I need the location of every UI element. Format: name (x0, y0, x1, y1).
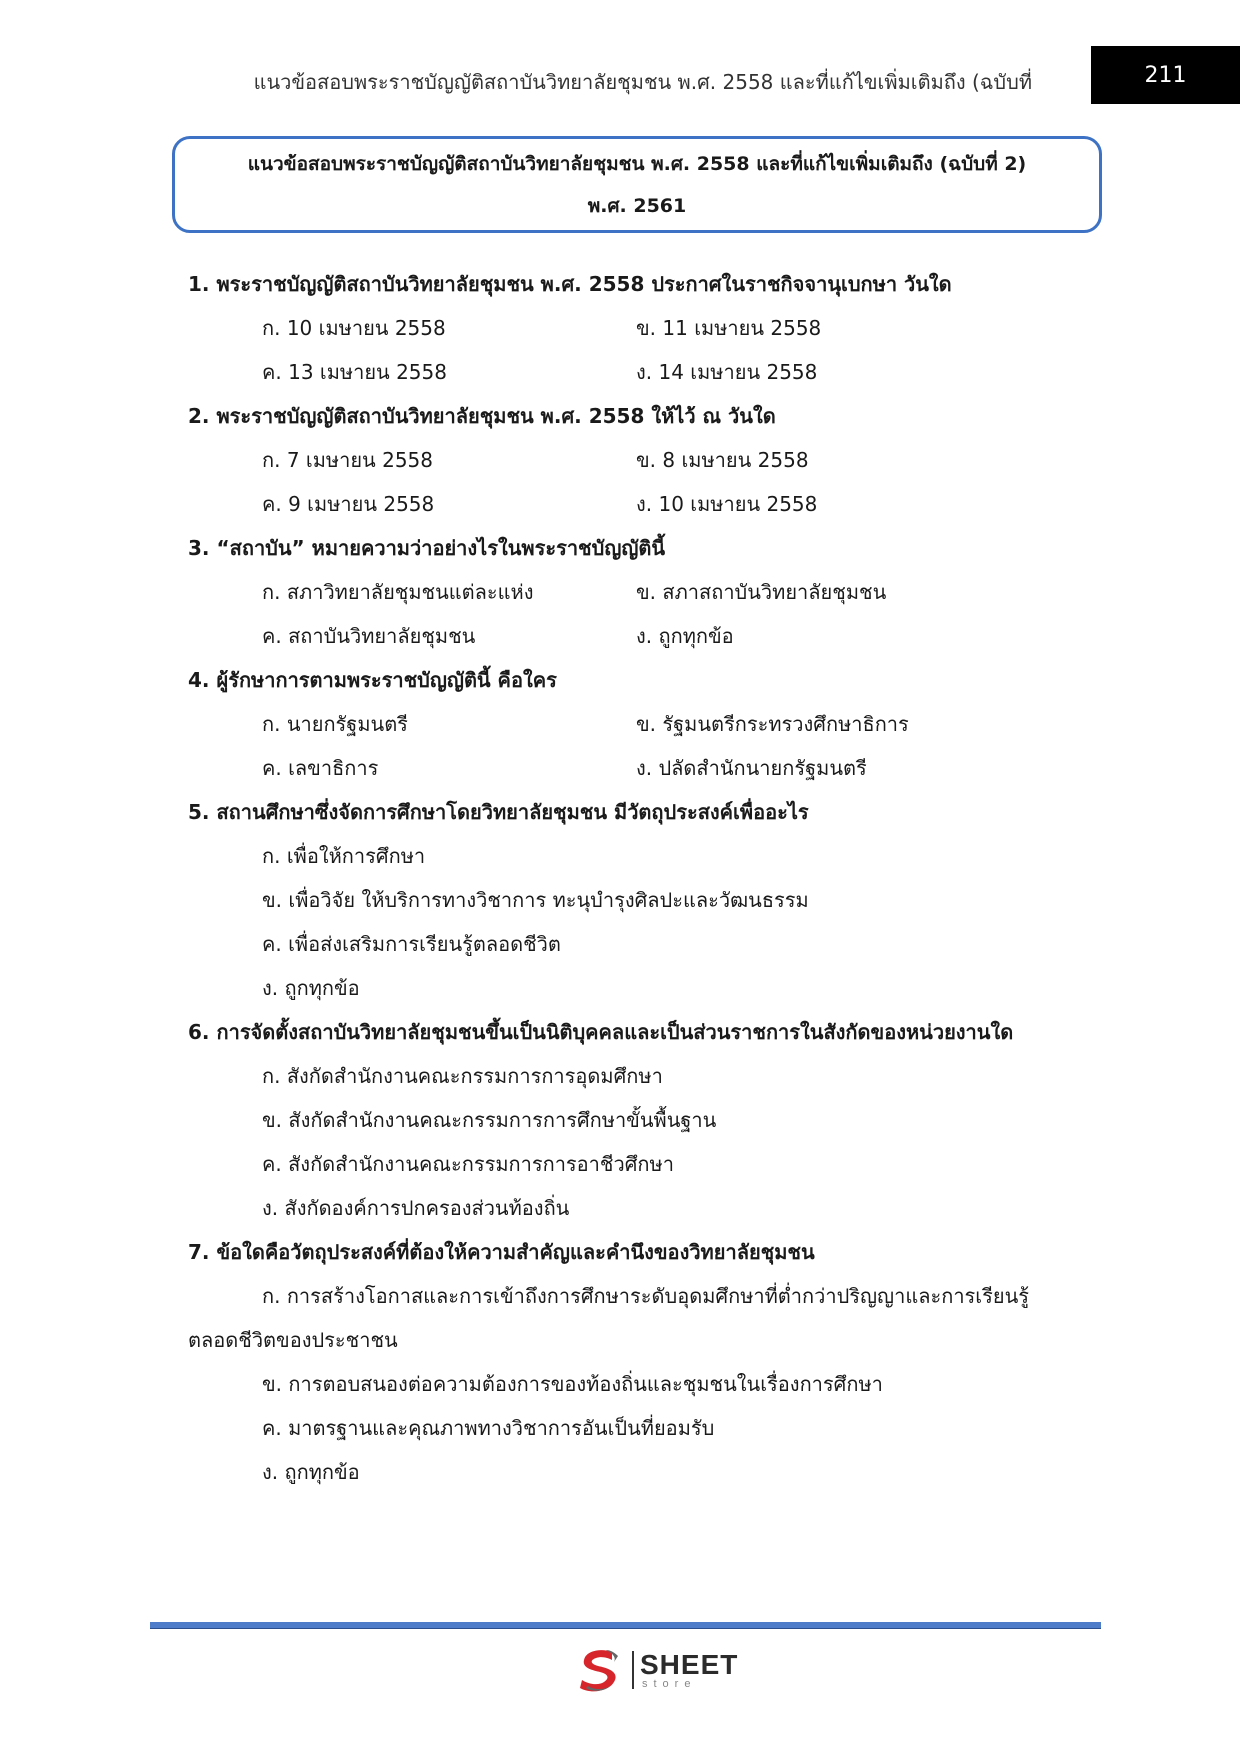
option: ก. 7 เมษายน 2558 (262, 448, 433, 472)
option: ค. 9 เมษายน 2558 (262, 492, 435, 516)
running-header: แนวข้อสอบพระราชบัญญัติสถาบันวิทยาลัยชุมชน พ.ศ. 2558 และที่แก้ไขเพิ่มเติมถึง (ฉบับที่ (253, 70, 1032, 94)
option: ก. นายกรัฐมนตรี (262, 712, 408, 736)
page-number: 211 (1091, 46, 1240, 104)
footer-rule (150, 1622, 1101, 1629)
option: ก. 10 เมษายน 2558 (262, 316, 446, 340)
title-line-1: แนวข้อสอบพระราชบัญญัติสถาบันวิทยาลัยชุมชน พ.ศ. 2558 และที่แก้ไขเพิ่มเติมถึง (ฉบับที่ 2) (247, 152, 1027, 175)
option: ข. รัฐมนตรีกระทรวงศึกษาธิการ (636, 712, 909, 736)
question-4: 4. ผู้รักษาการตามพระราชบัญญัตินี้ คือใคร (188, 668, 557, 692)
option: ข. เพื่อวิจัย ให้บริการทางวิชาการ ทะนุบำรุงศิลปะและวัฒนธรรม (262, 888, 809, 912)
option: ง. ถูกทุกข้อ (262, 976, 360, 1000)
option: ค. 13 เมษายน 2558 (262, 360, 447, 384)
option: ข. สภาสถาบันวิทยาลัยชุมชน (636, 580, 887, 604)
question-2: 2. พระราชบัญญัติสถาบันวิทยาลัยชุมชน พ.ศ. 2558 ให้ไว้ ณ วันใด (188, 404, 776, 428)
question-list (188, 262, 1088, 1494)
option: ก. การสร้างโอกาสและการเข้าถึงการศึกษาระดับอุดมศึกษาที่ต่ำกว่าปริญญาและการเรียนรู้ (262, 1284, 1030, 1308)
option: ค. สังกัดสำนักงานคณะกรรมการการอาชีวศึกษา (262, 1152, 674, 1176)
option: ค. เพื่อส่งเสริมการเรียนรู้ตลอดชีวิต (262, 932, 561, 956)
option-row (188, 614, 1088, 658)
option-continuation: ตลอดชีวิตของประชาชน (188, 1328, 398, 1352)
option-row (188, 702, 1088, 746)
option-row (188, 306, 1088, 350)
option: ง. ปลัดสำนักนายกรัฐมนตรี (636, 756, 867, 780)
option: ง. ถูกทุกข้อ (262, 1460, 360, 1484)
option: ง. สังกัดองค์การปกครองส่วนท้องถิ่น (262, 1196, 570, 1220)
logo-separator (632, 1651, 634, 1689)
option-row (188, 482, 1088, 526)
question-1: 1. พระราชบัญญัติสถาบันวิทยาลัยชุมชน พ.ศ. 2558 ประกาศในราชกิจจานุเบกษา วันใด (188, 272, 952, 296)
question-3: 3. “สถาบัน” หมายความว่าอย่างไรในพระราชบัญญัตินี้ (188, 536, 666, 560)
option: ข. 11 เมษายน 2558 (636, 316, 822, 340)
sheet-store-logo-icon (574, 1646, 626, 1694)
title-box (172, 136, 1102, 233)
option-row (188, 438, 1088, 482)
option: ก. เพื่อให้การศึกษา (262, 844, 426, 868)
logo-subtext: store (642, 1677, 697, 1690)
footer-logo (574, 1646, 738, 1694)
option: ค. เลขาธิการ (262, 756, 379, 780)
option: ก. สังกัดสำนักงานคณะกรรมการการอุดมศึกษา (262, 1064, 663, 1088)
option: ข. การตอบสนองต่อความต้องการของท้องถิ่นและชุมชนในเรื่องการศึกษา (262, 1372, 883, 1396)
question-6: 6. การจัดตั้งสถาบันวิทยาลัยชุมชนขึ้นเป็นนิติบุคคลและเป็นส่วนราชการในสังกัดของหน่วยงานใด (188, 1020, 1014, 1044)
option-row (188, 746, 1088, 790)
logo-text-block (640, 1648, 739, 1690)
question-7: 7. ข้อใดคือวัตถุประสงค์ที่ต้องให้ความสำคัญและคำนึงของวิทยาลัยชุมชน (188, 1240, 815, 1264)
option: ค. สถาบันวิทยาลัยชุมชน (262, 624, 476, 648)
question-5: 5. สถานศึกษาซึ่งจัดการศึกษาโดยวิทยาลัยชุมชน มีวัตถุประสงค์เพื่ออะไร (188, 800, 809, 824)
title-line-2: พ.ศ. 2561 (587, 194, 687, 217)
option: ค. มาตรฐานและคุณภาพทางวิชาการอันเป็นที่ยอมรับ (262, 1416, 715, 1440)
option-row (188, 570, 1088, 614)
option: ก. สภาวิทยาลัยชุมชนแต่ละแห่ง (262, 580, 534, 604)
option-row (188, 350, 1088, 394)
option: ข. สังกัดสำนักงานคณะกรรมการการศึกษาขั้นพื้นฐาน (262, 1108, 717, 1132)
logo-text: SHEET (640, 1648, 739, 1680)
option: ง. ถูกทุกข้อ (636, 624, 734, 648)
option: ง. 10 เมษายน 2558 (636, 492, 818, 516)
option: ข. 8 เมษายน 2558 (636, 448, 809, 472)
option: ง. 14 เมษายน 2558 (636, 360, 818, 384)
